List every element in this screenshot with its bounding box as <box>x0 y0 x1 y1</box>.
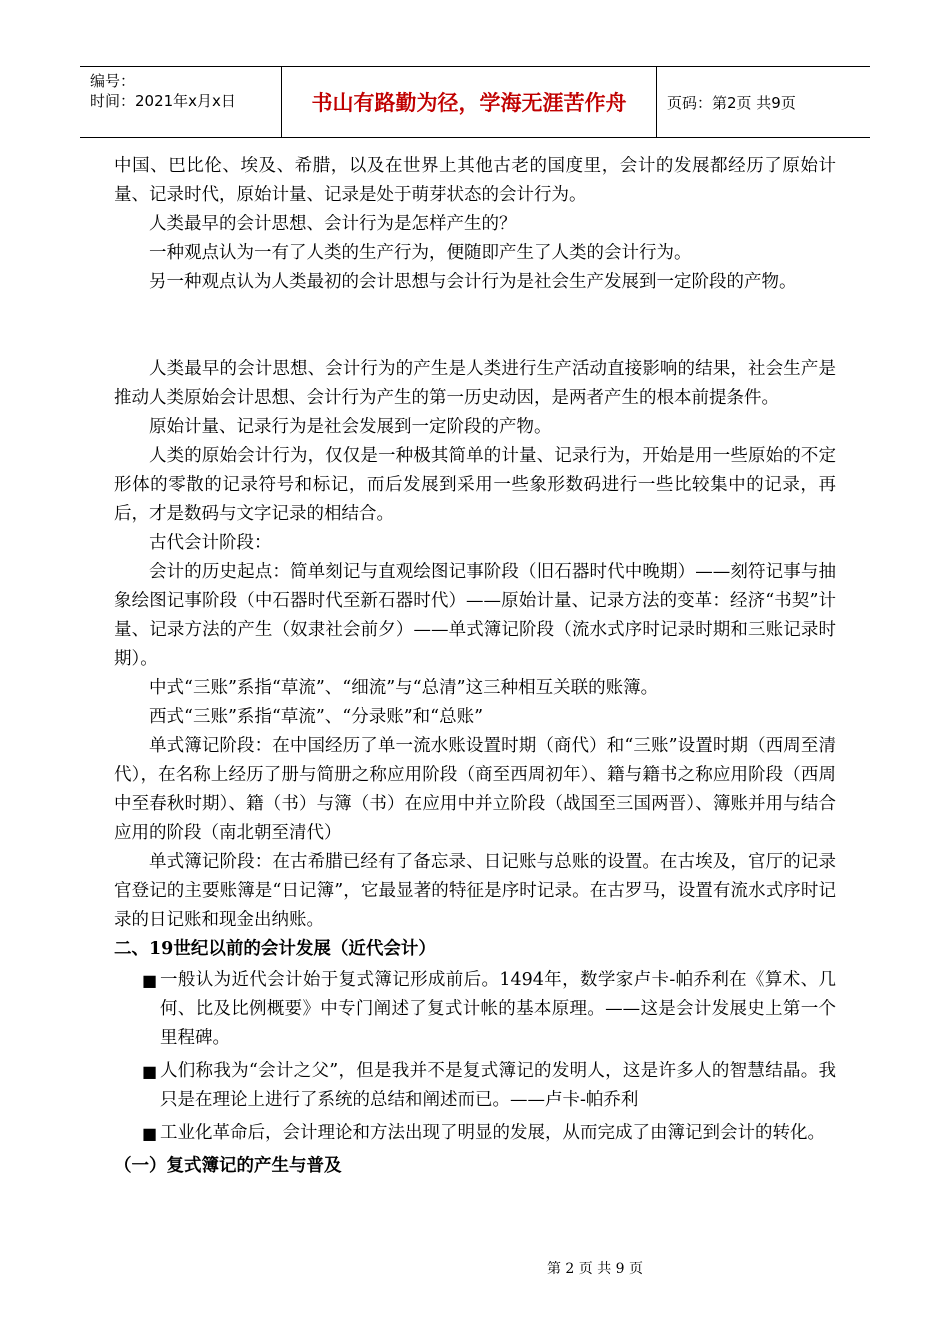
list-item <box>114 966 836 1053</box>
list-item <box>114 1119 836 1148</box>
header-page-label: 页码：第2页 共9页 <box>667 93 796 112</box>
section-heading: 二、19世纪以前的会计发展（近代会计） <box>114 939 436 959</box>
paragraph: 中式“三账”系指“草流”、“细流”与“总清”这三种相互关联的账簿。 <box>149 678 659 698</box>
number-label: 编号： <box>90 72 136 90</box>
paragraph: 中国、巴比伦、埃及、希腊，以及在世界上其他古老的国度里，会计的发展都经历了原始计量、记录时代，原始计量、记录是处于萌芽状态的会计行为。 <box>114 156 836 205</box>
bullet-square-icon: ■ <box>142 1062 158 1081</box>
paragraph: 单式簿记阶段：在中国经历了单一流水账设置时期（商代）和“三账”设置时期（西周至清代），在名称上经历了册与简册之称应用阶段（商至西周初年）、籍与籍书之称应用阶段（西周中至春秋时期）、籍（书）与簿（书）在应用中并立阶段（战国至三国两晋）、簿账并用与结合应用的阶段（南北朝至清代） <box>114 736 836 843</box>
paragraph: 另一种观点认为人类最初的会计思想与会计行为是社会生产发展到一定阶段的产物。 <box>149 272 797 292</box>
header-motto: 书山有路勤为径，学海无涯苦作舟 <box>282 67 657 137</box>
page-footer: 第 2 页 共 9 页 <box>546 1261 644 1277</box>
paragraph: 人类最早的会计思想、会计行为是怎样产生的？ <box>149 214 517 234</box>
paragraph: 会计的历史起点：简单刻记与直观绘图记事阶段（旧石器时代中晚期）——刻符记事与抽象绘图记事阶段（中石器时代至新石器时代）——原始计量、记录方法的变革：经济“书契”计量、记录方法的产生（奴隶社会前夕）——单式簿记阶段（流水式序时记录时期和三账记录时期）。 <box>114 562 836 669</box>
list-item-text: 工业化革命后，会计理论和方法出现了明显的发展，从而完成了由簿记到会计的转化。 <box>160 1123 825 1143</box>
bullet-square-icon: ■ <box>142 971 158 990</box>
header-meta <box>80 67 282 137</box>
paragraph: 西式“三账”系指“草流”、“分录账”和“总账” <box>149 707 484 727</box>
list-item <box>114 1057 836 1115</box>
page-header <box>80 66 870 138</box>
paragraph: 人类最早的会计思想、会计行为的产生是人类进行生产活动直接影响的结果，社会生产是推动人类原始会计思想、会计行为产生的第一历史动因，是两者产生的根本前提条件。 <box>114 359 836 408</box>
document-body <box>114 152 836 1181</box>
paragraph: 原始计量、记录行为是社会发展到一定阶段的产物。 <box>149 417 552 437</box>
paragraph: 古代会计阶段： <box>149 533 272 553</box>
paragraph: 人类的原始会计行为，仅仅是一种极其简单的计量、记录行为，开始是用一些原始的不定形体的零散的记录符号和标记，而后发展到采用一些象形数码进行一些比较集中的记录，再后，才是数码与文字记录的相结合。 <box>114 446 836 524</box>
spacer <box>114 297 836 355</box>
subsection-heading: （一）复式簿记的产生与普及 <box>114 1156 342 1176</box>
list-item-text: 人们称我为“会计之父”，但是我并不是复式簿记的发明人，这是许多人的智慧结晶。我只是在理论上进行了系统的总结和阐述而已。——卢卡-帕乔利 <box>160 1061 836 1110</box>
paragraph: 一种观点认为一有了人类的生产行为，便随即产生了人类的会计行为。 <box>149 243 692 263</box>
bullet-square-icon: ■ <box>142 1124 158 1143</box>
list-item-text: 一般认为近代会计始于复式簿记形成前后。1494年，数学家卢卡-帕乔利在《算术、几何、比及比例概要》中专门阐述了复式计帐的基本原理。——这是会计发展史上第一个里程碑。 <box>160 970 836 1048</box>
time-label: 时间：2021年x月x日 <box>90 92 236 110</box>
paragraph: 单式簿记阶段：在古希腊已经有了备忘录、日记账与总账的设置。在古埃及，官厅的记录官登记的主要账簿是“日记簿”，它最显著的特征是序时记录。在古罗马，设置有流水式序时记录的日记账和现金出纳账。 <box>114 852 836 930</box>
